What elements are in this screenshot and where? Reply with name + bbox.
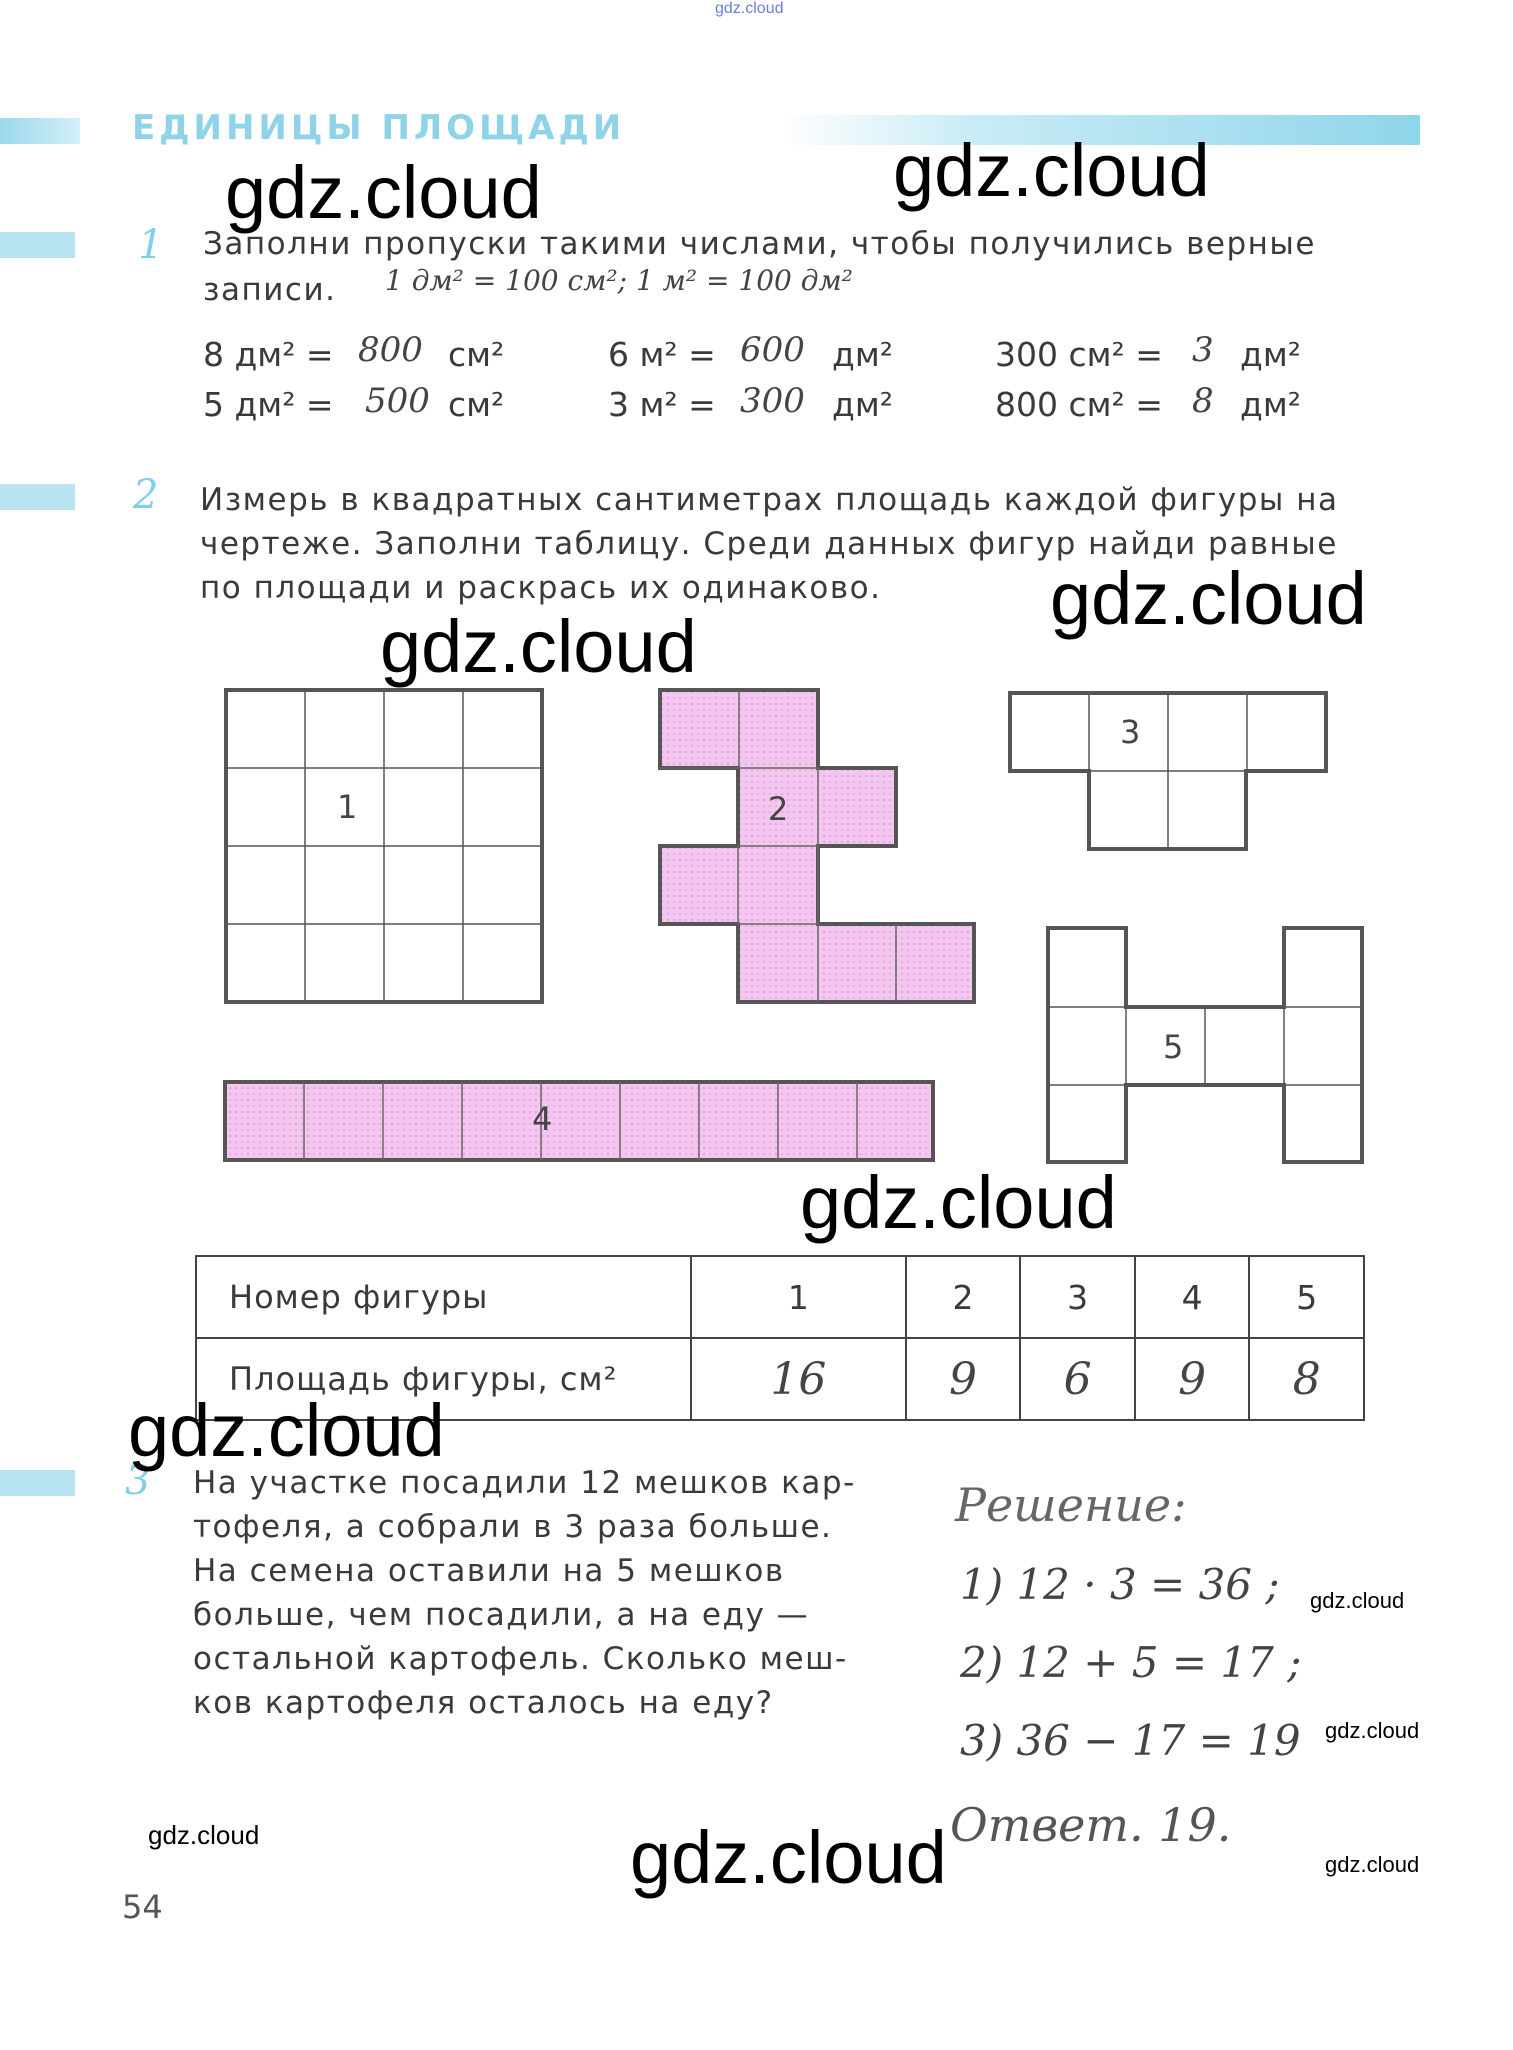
eq-answer: 3 bbox=[1192, 330, 1214, 370]
watermark: gdz.cloud bbox=[1310, 1588, 1405, 1613]
eq-unit: дм² bbox=[832, 385, 893, 424]
watermark: gdz.cloud bbox=[1050, 557, 1367, 640]
watermark: gdz.cloud bbox=[1325, 1852, 1420, 1877]
eq-left: 8 дм² = bbox=[203, 335, 334, 374]
task2-number: 2 bbox=[133, 472, 159, 518]
solution-step: 2) 12 + 5 = 17 ; bbox=[960, 1638, 1302, 1687]
task3-band bbox=[0, 1470, 75, 1496]
eq-unit: см² bbox=[448, 335, 505, 374]
table-cell: 16 bbox=[691, 1338, 906, 1420]
table-cell: 4 bbox=[1135, 1256, 1250, 1338]
figure-5-label: 5 bbox=[1163, 1028, 1184, 1066]
watermark: gdz.cloud bbox=[148, 1820, 260, 1850]
figure-3 bbox=[1010, 693, 1326, 849]
table-cell: 9 bbox=[1135, 1338, 1250, 1420]
table-header-cell: Номер фигуры bbox=[196, 1256, 691, 1338]
task3-line: На семена оставили на 5 мешков bbox=[193, 1553, 785, 1589]
solution-answer: Ответ. 19. bbox=[950, 1798, 1232, 1852]
table-cell: 2 bbox=[906, 1256, 1021, 1338]
section-title: ЕДИНИЦЫ ПЛОЩАДИ bbox=[132, 108, 626, 148]
table-cell: 3 bbox=[1020, 1256, 1135, 1338]
site-logo: gdz.cloud bbox=[715, 0, 784, 17]
table-header-cell: Площадь фигуры, см² bbox=[196, 1338, 691, 1420]
task3-line: ков картофеля осталось на еду? bbox=[193, 1685, 774, 1721]
table-cell: 9 bbox=[906, 1338, 1021, 1420]
figure-2 bbox=[660, 690, 974, 1002]
eq-left: 5 дм² = bbox=[203, 385, 334, 424]
watermark: gdz.cloud bbox=[1325, 1718, 1420, 1743]
eq-answer: 800 bbox=[358, 330, 423, 370]
watermark: gdz.cloud bbox=[800, 1161, 1117, 1244]
task3-line: тофеля, а собрали в 3 раза больше. bbox=[193, 1509, 833, 1545]
table-cell: 1 bbox=[691, 1256, 906, 1338]
eq-unit: см² bbox=[448, 385, 505, 424]
figure-1 bbox=[226, 690, 542, 1002]
task3-line: остальной картофель. Сколько меш- bbox=[193, 1641, 848, 1677]
eq-answer: 300 bbox=[740, 381, 805, 421]
watermark: gdz.cloud bbox=[225, 151, 542, 234]
task1-number: 1 bbox=[138, 222, 164, 268]
solution-title: Решение: bbox=[955, 1478, 1187, 1532]
eq-answer: 8 bbox=[1192, 381, 1214, 421]
task1-hint: 1 дм² = 100 см²; 1 м² = 100 дм² bbox=[385, 264, 853, 297]
page-number: 54 bbox=[122, 1888, 163, 1926]
task2-line: по площади и раскрась их одинаково. bbox=[200, 570, 882, 606]
eq-left: 6 м² = bbox=[608, 335, 716, 374]
eq-left: 3 м² = bbox=[608, 385, 716, 424]
watermark: gdz.cloud bbox=[630, 1816, 947, 1899]
eq-unit: дм² bbox=[832, 335, 893, 374]
table-cell: 5 bbox=[1249, 1256, 1364, 1338]
figure-1-label: 1 bbox=[337, 788, 358, 826]
task2-line: Измерь в квадратных сантиметрах площадь каждой фигуры на bbox=[200, 482, 1339, 518]
eq-answer: 600 bbox=[740, 330, 805, 370]
table-row bbox=[196, 1256, 1364, 1338]
eq-answer: 500 bbox=[365, 381, 430, 421]
table-cell: 6 bbox=[1020, 1338, 1135, 1420]
task3-line: больше, чем посадили, а на еду — bbox=[193, 1597, 810, 1633]
solution-step: 3) 36 − 17 = 19 bbox=[960, 1716, 1301, 1765]
eq-unit: дм² bbox=[1240, 335, 1301, 374]
watermark: gdz.cloud bbox=[128, 1389, 445, 1472]
task3-number: 3 bbox=[125, 1458, 151, 1504]
task3-line: На участке посадили 12 мешков кар- bbox=[193, 1465, 856, 1501]
watermark: gdz.cloud bbox=[893, 129, 1210, 212]
figure-2-label: 2 bbox=[768, 790, 789, 828]
task2-line: чертеже. Заполни таблицу. Среди данных фигур найди равные bbox=[200, 526, 1338, 562]
figure-4-label: 4 bbox=[532, 1100, 553, 1138]
watermark: gdz.cloud bbox=[380, 605, 697, 688]
task1-text-line2: записи. bbox=[203, 272, 337, 308]
figure-3-label: 3 bbox=[1120, 713, 1141, 751]
table-cell: 8 bbox=[1249, 1338, 1364, 1420]
eq-left: 800 см² = bbox=[995, 385, 1163, 424]
eq-unit: дм² bbox=[1240, 385, 1301, 424]
solution-step: 1) 12 · 3 = 36 ; bbox=[960, 1560, 1280, 1609]
figure-4 bbox=[225, 1082, 933, 1160]
task1-text-line1: Заполни пропуски такими числами, чтобы получились верные bbox=[203, 226, 1316, 262]
eq-left: 300 см² = bbox=[995, 335, 1163, 374]
figure-5 bbox=[1048, 928, 1362, 1162]
